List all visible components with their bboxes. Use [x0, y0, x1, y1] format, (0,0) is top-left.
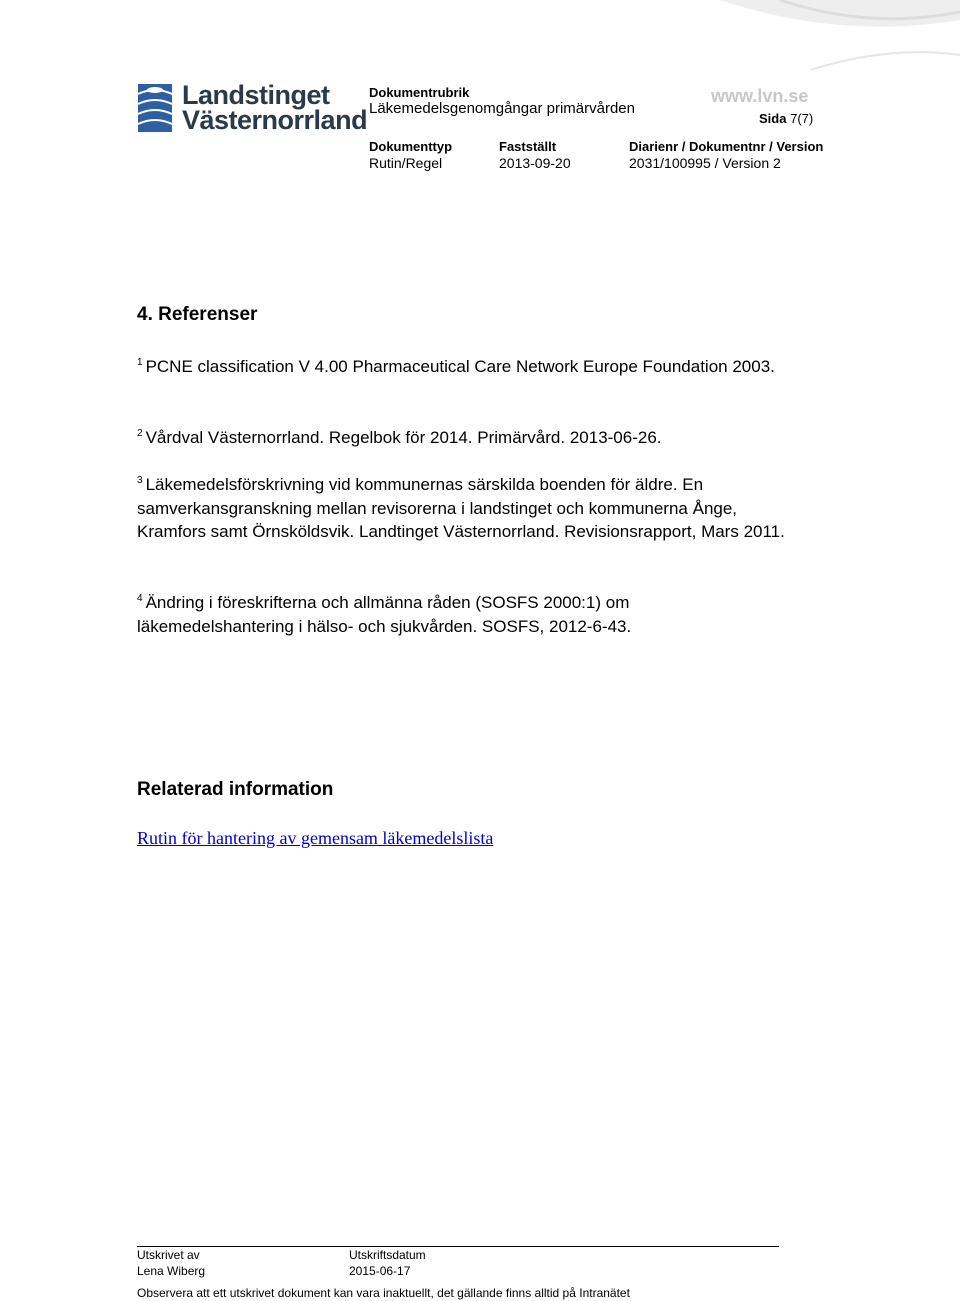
related-information-heading: Relaterad information — [137, 779, 334, 800]
reference-item — [137, 469, 787, 544]
dokumentrubrik-label: Dokumentrubrik — [369, 85, 470, 100]
logo-text-line1: Landstinget — [182, 80, 330, 110]
reference-number: 4 — [137, 593, 143, 604]
footer-divider — [137, 1246, 779, 1247]
footer-notice: Observera att ett utskrivet dokument kan vara inaktuellt, det gällande finns alltid på Intranätet — [137, 1286, 630, 1300]
reference-item — [137, 351, 787, 379]
reference-number: 1 — [137, 357, 143, 368]
reference-text: Ändring i föreskrifterna och allmänna råden (SOSFS 2000:1) om läkemedelshantering i hälso- och sjukvården. SOSFS, 2012-6-43. — [137, 593, 632, 636]
fish-emblem-icon — [136, 80, 176, 134]
dokumenttyp-label: Dokumenttyp — [369, 139, 453, 154]
diarienr-value: 2031/100995 / Version 2 — [629, 155, 781, 171]
utskriftsdatum-value: 2015-06-17 — [349, 1264, 411, 1278]
reference-item — [137, 587, 787, 638]
site-url: www.lvn.se — [711, 86, 809, 106]
diarienr-label: Diarienr / Dokumentnr / Version — [629, 139, 824, 154]
page-label: Sida — [759, 111, 787, 126]
related-document-link[interactable]: Rutin för hantering av gemensam läkemedelslista — [137, 828, 494, 848]
reference-text: Läkemedelsförskrivning vid kommunernas särskilda boenden för äldre. En samverkansgranskning mellan revisorerna i landstinget och kommunerna Ånge, Kramfors samt Örnsköldsvik. Landtinget Västernorrland. Revisionsrapport, Mars 2011. — [137, 475, 785, 541]
page-indicator — [759, 111, 813, 126]
reference-item — [137, 422, 787, 450]
reference-text: PCNE classification V 4.00 Pharmaceutical Care Network Europe Foundation 2003. — [145, 357, 775, 376]
faststallt-label: Fastställt — [499, 139, 557, 154]
reference-number: 3 — [137, 475, 143, 486]
dokumenttyp-value: Rutin/Regel — [369, 155, 443, 171]
dokumentrubrik-value: Läkemedelsgenomgångar primärvården — [369, 100, 635, 117]
page-value: 7(7) — [790, 111, 814, 126]
logo-text-line2: Västernorrland — [182, 105, 368, 135]
corner-decoration — [660, 0, 960, 70]
utskriftsdatum-label: Utskriftsdatum — [349, 1248, 426, 1262]
organization-logo — [136, 80, 368, 136]
references-heading: 4. Referenser — [137, 304, 258, 325]
utskrivet-av-value: Lena Wiberg — [137, 1264, 206, 1278]
reference-text: Vårdval Västernorrland. Regelbok för 2014. Primärvård. 2013-06-26. — [145, 428, 662, 447]
reference-number: 2 — [137, 428, 143, 439]
utskrivet-av-label: Utskrivet av — [137, 1248, 200, 1262]
faststallt-value: 2013-09-20 — [499, 155, 571, 171]
